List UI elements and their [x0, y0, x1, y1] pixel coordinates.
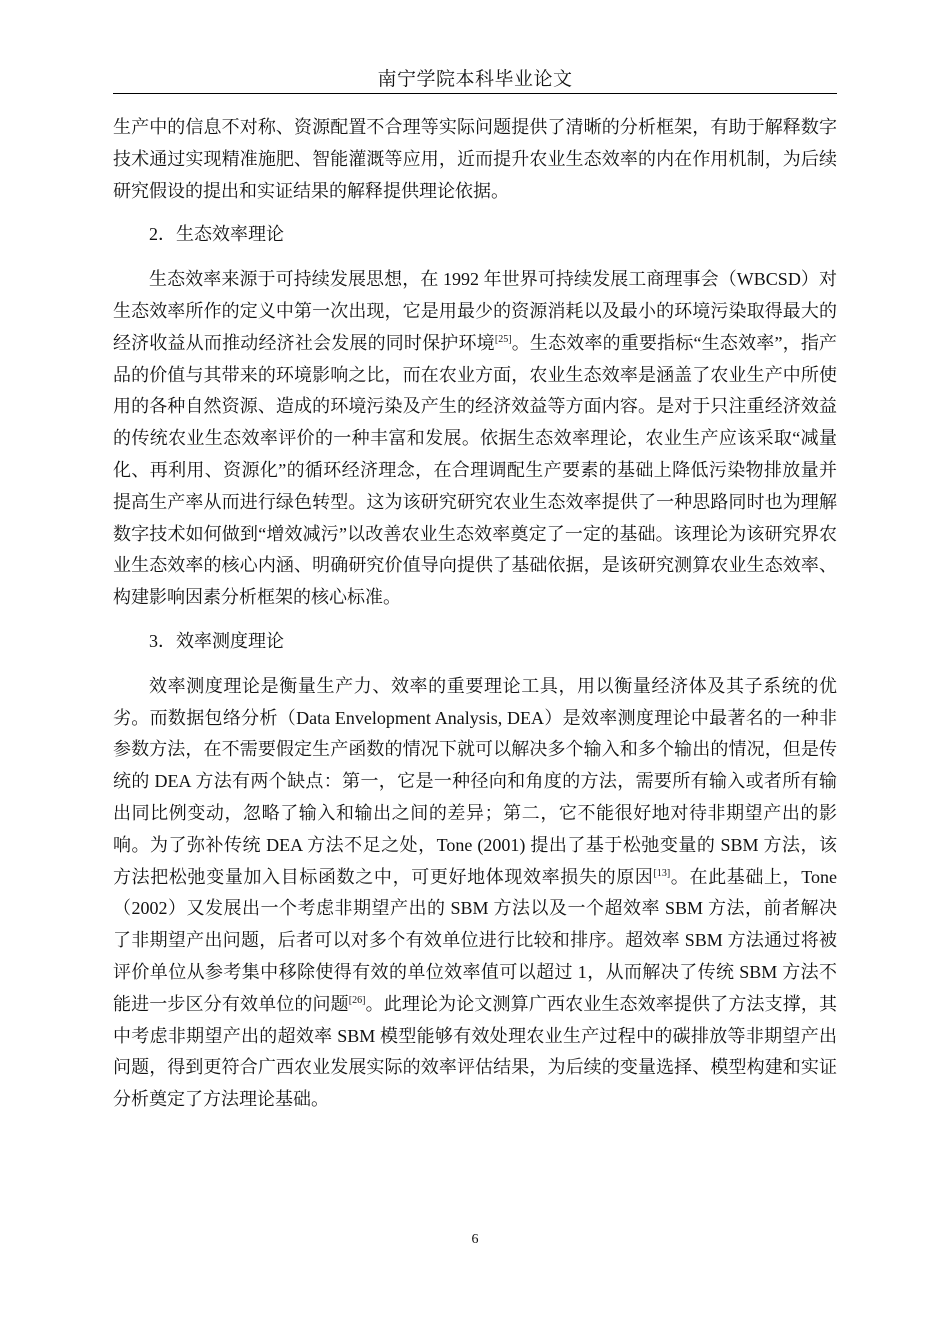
page-header-title: 南宁学院本科毕业论文	[377, 69, 573, 90]
citation-13: [13]	[653, 867, 671, 879]
paragraph-continuation: 生产中的信息不对称、资源配置不合理等实际问题提供了清晰的分析框架，有助于解释数字技术通过实现精准施肥、智能灌溉等应用，近而提升农业生态效率的内在作用机制，为后续研究假设的提出和实证结果的解释提供理论依据。	[113, 117, 837, 201]
section-heading-ecological-efficiency: 2．生态效率理论	[149, 224, 284, 245]
paragraph-text: 。此理论为论文测算广西农业生态效率提供了方法支撑，其中考虑非期望产出的超效率 SBM 模型能够有效处理农业生产过程中的碳排放等非期望产出问题，得到更符合广西农业发展实际的效率评估结果，为后续的变量选择、模型构建和实证分析奠定了方法理论基础。	[113, 993, 838, 1110]
paragraph-text: 。生态效率的重要指标“生态效率”，指产品的价值与其带来的环境影响之比，而在农业方面，农业生态效率是涵盖了农业生产中所使用的各种自然资源、造成的环境污染及产生的经济效益等方面内容。是对于只注重经济效益的传统农业生态效率评价的一种丰富和发展。依据生态效率理论，农业生产应该采取“减量化、再利用、资源化”的循环经济理念，在合理调配生产要素的基础上降低污染物排放量并提高生产率从而进行绿色转型。这为该研究研究农业生态效率提供了一种思路同时也为理解数字技术如何做到“增效减污”以改善农业生态效率奠定了一定的基础。该理论为该研究界农业生态效率的核心内涵、明确研究价值导向提供了基础依据，是该研究测算农业生态效率、构建影响因素分析框架的核心标准。	[113, 332, 837, 608]
citation-26: [26]	[348, 994, 366, 1006]
header-divider	[113, 93, 837, 94]
paragraph-text: 生态效率来源于可持续发展思想，在 1992 年世界可持续发展工商理事会（WBCSD）对生态效率所作的定义中第一次出现，它是用最少的资源消耗以及最小的环境污染取得最大的经济收益从而推动经济社会发展的同时保护环境	[113, 269, 837, 353]
section-heading-efficiency-measurement: 3．效率测度理论	[149, 630, 284, 651]
paragraph-text: 效率测度理论是衡量生产力、效率的重要理论工具，用以衡量经济体及其子系统的优劣。而数据包络分析（Data Envelopment Analysis, DEA）是效率测度理论中最著名的一种非参数方法，在不需要假定生产函数的情况下就可以解决多个输入和多个输出的情况，但是传统的 DEA 方法有两个缺点：第一，它是一种径向和角度的方法，需要所有输入或者所有输出同比例变动，忽略了输入和输出之间的差异；第二，它不能很好地对待非期望产出的影响。为了弥补传统 DEA 方法不足之处，Tone (2001) 提出了基于松弛变量的 SBM 方法，该方法把松弛变量加入目标函数之中，可更好地体现效率损失的原因	[113, 675, 837, 887]
citation-25: [25]	[494, 333, 512, 345]
paragraph-text: 。在此基础上，Tone（2002）又发展出一个考虑非期望产出的 SBM 方法以及一个超效率 SBM 方法，前者解决了非期望产出问题，后者可以对多个有效单位进行比较和排序。超效率 SBM 方法通过将被评价单位从参考集中移除使得有效的单位效率值可以超过 1，从而解决了传统 SBM 方法不能进一步区分有效单位的问题	[113, 866, 838, 1014]
document-body	[113, 112, 837, 1116]
paragraph-efficiency-measurement	[113, 671, 837, 1116]
page-number: 6	[471, 1232, 479, 1247]
paragraph-ecological-efficiency	[113, 264, 837, 614]
